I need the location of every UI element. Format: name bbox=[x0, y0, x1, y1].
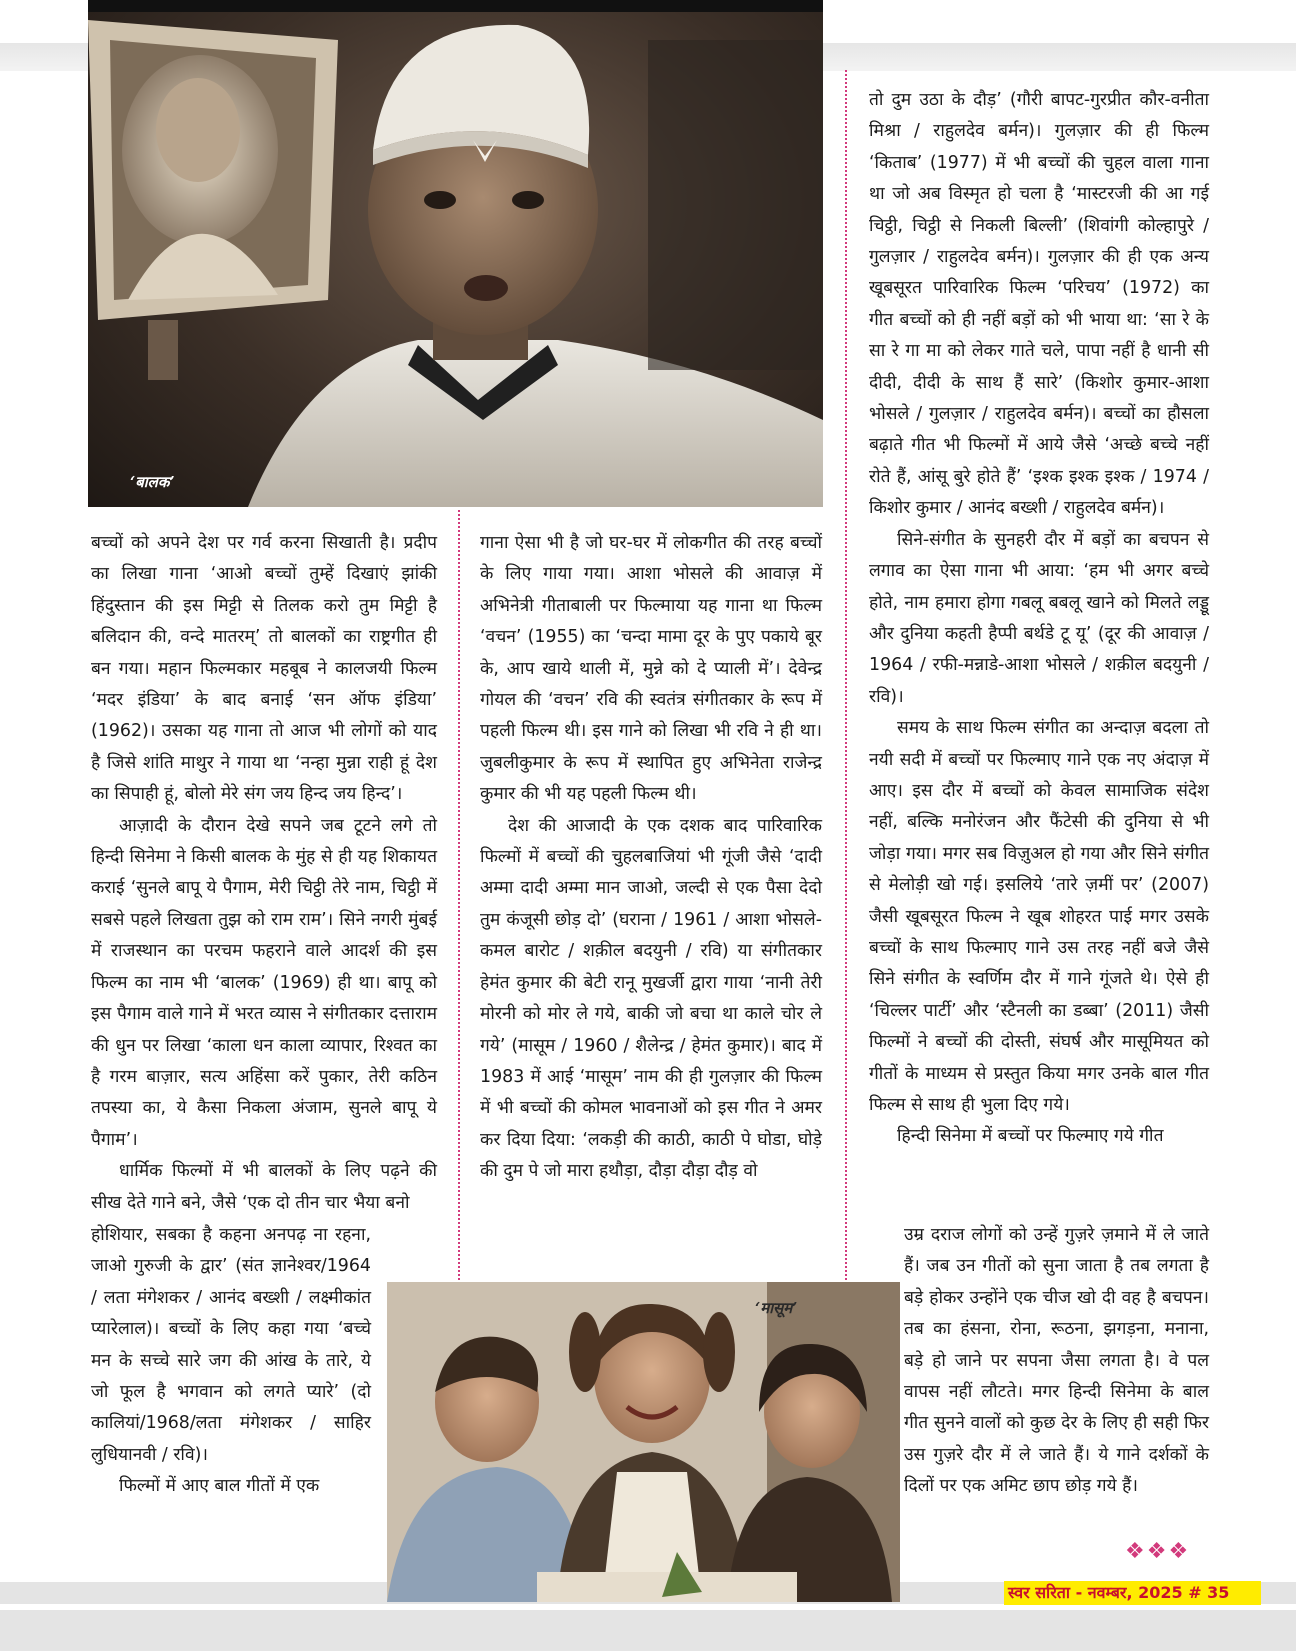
paragraph: देश की आजादी के एक दशक बाद पारिवारिक फिल्मों में बच्चों की चुहलबाजियां भी गूंजी जैसे ‘दादी अम्मा दादी अम्मा मान जाओ, जल्दी से एक पैसा देदो तुम कंजूसी छोड़ दो’ (घराना / 1961 / आशा भोसले-कमल बारोट / शक़ील बदयुनी / रवि) या संगीतकार हेमंत कुमार की बेटी रानू मुखर्जी द्वारा गाया ‘नानी तेरी मोरनी को मोर ले गये, बाकी जो बचा था काले चोर ले गये’ (मासूम / 1960 / शैलेन्द्र / हेमंत कुमार)। बाद में 1983 में आई ‘मासूम’ नाम की ही गुलज़ार की फिल्म में भी बच्चों की कोमल भावनाओं को इस गीत ने अमर कर दिया दिया: ‘लकड़ी की काठी, काठी पे घोडा, घोड़े की दुम पे जो मारा हथौड़ा, दौड़ा दौड़ा दौड़ वो bbox=[480, 815, 822, 1182]
paragraph: धार्मिक फिल्मों में भी बालकों के लिए पढ़ने की सीख देते गाने बने, जैसे ‘एक दो तीन चार भैया बनो bbox=[91, 1161, 437, 1213]
paragraph: सिने-संगीत के सुनहरी दौर में बड़ों का बचपन से लगाव का ऐसा गाना भी आया: ‘हम भी अगर बच्चे होते, नाम हमारा होगा गबलू बबलू खाने को मिलते लड्डू और दुनिया कहती हैप्पी बर्थडे टू यू’ (दूर की आवाज़ / 1964 / रफी-मन्नाडे-आशा भोसले / शक़ील बदयुनी / रवि)। bbox=[869, 529, 1209, 707]
paragraph: आज़ादी के दौरान देखे सपने जब टूटने लगे तो हिन्दी सिनेमा ने किसी बालक के मुंह से ही यह शिकायत कराई ‘सुनले बापू ये पैगाम, मेरी चिट्ठी तेरे नाम, चिट्ठी में सबसे पहले लिखता तुझ को राम राम’। सिने नगरी मुंबई में राजस्थान का परचम फहराने वाले आदर्श की इस फिल्म का नाम भी ‘बालक’ (1969) ही था। बापू को इस पैगाम वाले गाने में भरत व्यास ने संगीतकार दत्ताराम की धुन पर लिखा ‘काला धन काला व्यापार, रिश्वत का है गरम बाज़ार, सत्य अहिंसा करें पुकार, तेरी कठिन तपस्या का, ये कैसा निकला अंजाम, सुनले बापू ये पैगाम’। bbox=[91, 815, 437, 1150]
paragraph: हिन्दी सिनेमा में बच्चों पर फिल्माए गये गीत bbox=[897, 1126, 1164, 1147]
three-children-icon bbox=[387, 1282, 900, 1602]
paragraph: होशियार, सबका है कहना अनपढ़ ना रहना, जाओ गुरुजी के द्वार’ (संत ज्ञानेश्वर/1964 / लता मंगेशकर / आनंद बख्शी / लक्ष्मीकांत प्यारेलाल)। बच्चों के लिए कहा गया ‘बच्चे मन के सच्चे सारे जग की आंख के तारे, ये जो फूल है भगवान को लगते प्यारे’ (दो कालियां/1968/लता मंगेशकर / साहिर लुधियानवी / रवि)। bbox=[91, 1225, 371, 1465]
column-divider-2 bbox=[845, 70, 847, 1280]
article-column-1 bbox=[91, 528, 437, 1219]
article-column-3-continued bbox=[904, 1220, 1209, 1503]
masoom-film-photo bbox=[387, 1282, 900, 1602]
bottom-gray-margin bbox=[0, 1610, 1296, 1651]
column-divider-1 bbox=[458, 510, 460, 1280]
article-column-2 bbox=[480, 528, 822, 1188]
paragraph: बच्चों को अपने देश पर गर्व करना सिखाती है। प्रदीप का लिखा गाना ‘आओ बच्चों तुम्हें दिखाएं झांकी हिंदुस्तान की इस मिट्टी से तिलक करो तुम मिट्टी है बलिदान की, वन्दे मातरम्’ तो बालकों का राष्ट्रगीत ही बन गया। महान फिल्मकार महबूब ने कालजयी फिल्म ‘मदर इंडिया’ के बाद बनाई ‘सन ऑफ इंडिया’ (1962)। उसका यह गाना तो आज भी लोगों को याद है जिसे शांति माथुर ने गाया था ‘नन्हा मुन्ना राही हूं देश का सिपाही हूं, बोलो मेरे संग जय हिन्द जय हिन्द’। bbox=[91, 533, 437, 805]
masoom-caption: ‘मासूम’ bbox=[755, 1299, 798, 1317]
paragraph: फिल्मों में आए बाल गीतों में एक bbox=[119, 1476, 320, 1497]
paragraph: समय के साथ फिल्म संगीत का अन्दाज़ बदला तो नयी सदी में बच्चों पर फिल्माए गाने एक नए अंदाज़ में आए। इस दौर में बच्चों को केवल सामाजिक संदेश नहीं, बल्कि मनोरंजन और फैंटेसी की दुनिया से भी जोड़ा गया। मगर सब विज़ुअल हो गया और सिने संगीत से मेलोड़ी खो गई। इसलिये ‘तारे ज़मीं पर’ (2007) जैसी खूबसूरत फिल्म ने खूब शोहरत पाई मगर उसके बच्चों के साथ फिल्माए गाने उस तरह नहीं बजे जैसे सिने संगीत के स्वर्णिम दौर में गाने गूंजते थे। ऐसे ही ‘चिल्लर पार्टी’ और ‘स्टैनली का डब्बा’ (2011) जैसी फिल्मों ने बच्चों की दोस्ती, संघर्ष और मासूमियत को गीतों के माध्यम से प्रस्तुत किया मगर उनके बाल गीत फिल्म से साथ ही भुला दिए गये। bbox=[869, 718, 1209, 1115]
page-footer: स्वर सरिता - नवम्बर, 2025 # 35 bbox=[1004, 1581, 1261, 1605]
article-column-1-continued bbox=[91, 1220, 371, 1503]
end-ornament-icon: ❖❖❖ bbox=[1125, 1539, 1191, 1564]
balak-film-photo bbox=[88, 0, 823, 507]
paragraph: उम्र दराज लोगों को उन्हें गुज़रे ज़माने में ले जाते हैं। जब उन गीतों को सुना जाता है तब लगता है बड़े होकर उन्होंने एक चीज खो दी वह है बचपन। तब का हंसना, रोना, रूठना, झगड़ना, मनाना, बड़े हो जाने पर सपना जैसा लगता है। वे पल वापस नहीं लौटते। मगर हिन्दी सिनेमा के बाल गीत सुनने वालों को कुछ देर के लिए ही सही फिर उस गुज़रे दौर में ले जाते हैं। ये गाने दर्शकों के दिलों पर एक अमिट छाप छोड़ गये हैं। bbox=[904, 1225, 1209, 1497]
paragraph: गाना ऐसा भी है जो घर-घर में लोकगीत की तरह बच्चों के लिए गाया गया। आशा भोसले की आवाज़ में अभिनेत्री गीताबाली पर फिल्माया यह गाना था फिल्म ‘वचन’ (1955) का ‘चन्दा मामा दूर के पुए पकाये बूर के, आप खाये थाली में, मुन्ने को दे प्याली में’। देवेन्द्र गोयल की ‘वचन’ रवि की स्वतंत्र संगीतकार के रूप में पहली फिल्म थी। इस गाने को लिखा भी रवि ने ही था। जुबलीकुमार के रूप में स्थापित हुए अभिनेता राजेन्द्र कुमार की भी यह पहली फिल्म थी। bbox=[480, 533, 822, 805]
balak-caption: ‘बालक’ bbox=[130, 473, 175, 491]
boy-with-gandhi-portrait-icon bbox=[88, 0, 823, 507]
article-column-3 bbox=[869, 85, 1209, 1153]
paragraph: तो दुम उठा के दौड़’ (गौरी बापट-गुरप्रीत कौर-वनीता मिश्रा / राहुलदेव बर्मन)। गुलज़ार की ही फिल्म ‘किताब’ (1977) में भी बच्चों की चुहल वाला गाना था जो अब विस्मृत हो चला है ‘मास्टरजी की आ गई चिट्ठी, चिट्ठी से निकली बिल्ली’ (शिवांगी कोल्हापुरे / गुलज़ार / राहुलदेव बर्मन)। गुलज़ार की ही एक अन्य खूबसूरत पारिवारिक फिल्म ‘परिचय’ (1972) का गीत बच्चों को ही नहीं बड़ों को भी भाया था: ‘सा रे के सा रे गा मा को लेकर गाते चले, पापा नहीं है धानी सी दीदी, दीदी के साथ हैं सारे’ (किशोर कुमार-आशा भोसले / गुलज़ार / राहुलदेव बर्मन)। बच्चों का हौसला बढ़ाते गीत भी फिल्मों में आये जैसे ‘अच्छे बच्चे नहीं रोते हैं, आंसू बुरे होते हैं’ ‘इश्क इश्क इश्क / 1974 / किशोर कुमार / आनंद बख्शी / राहुलदेव बर्मन)। bbox=[869, 90, 1209, 519]
